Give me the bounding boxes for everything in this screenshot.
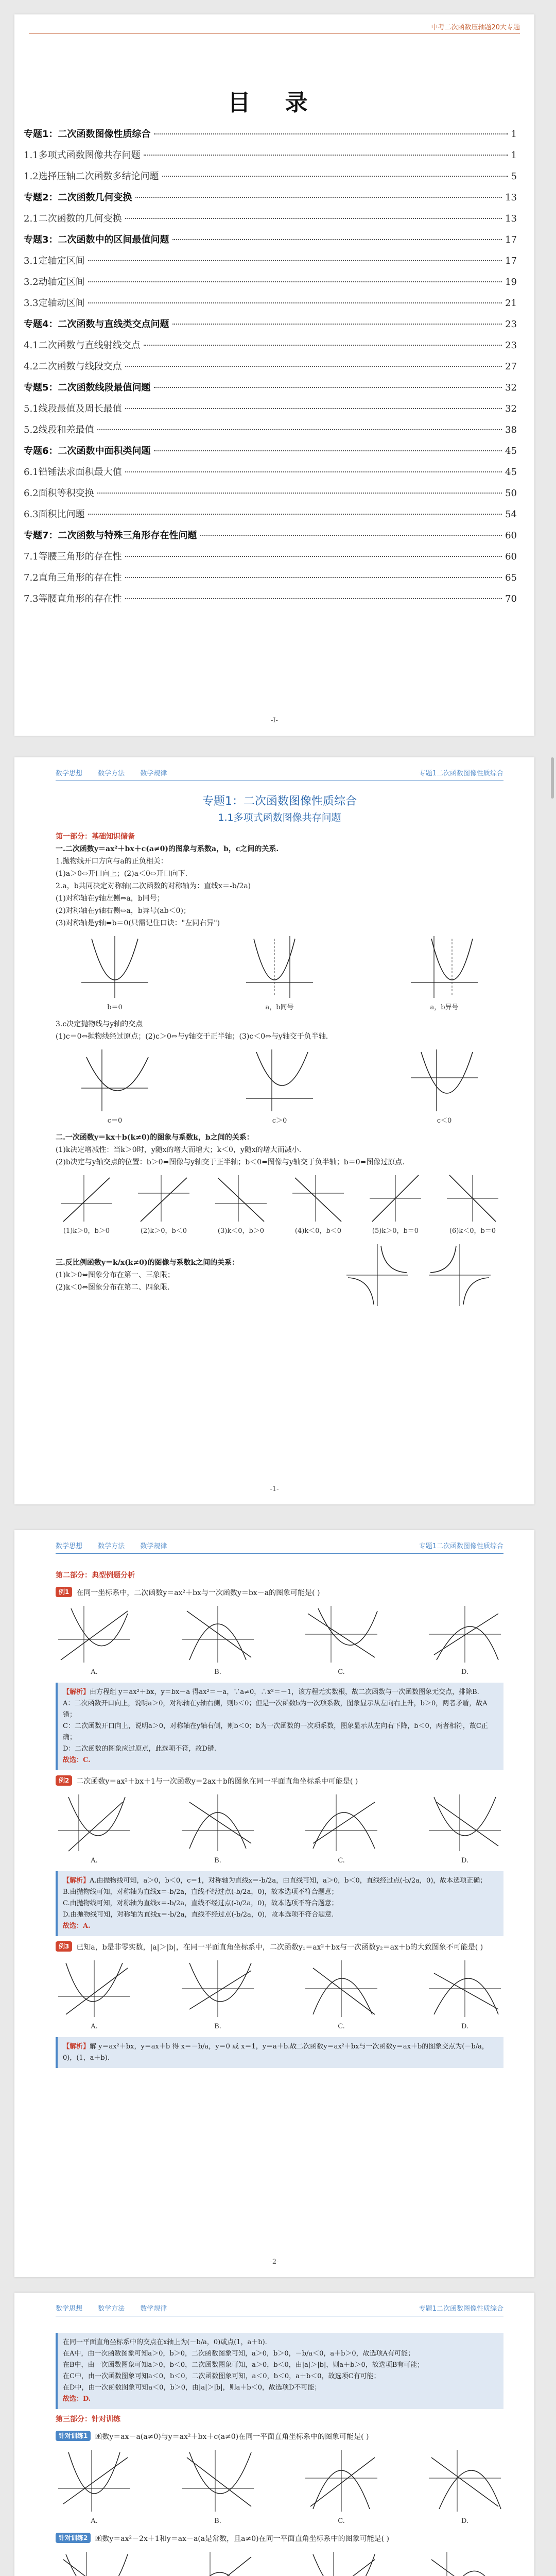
figure-caption: (5)k＞0，b＝0 — [372, 1227, 419, 1235]
toc-entry-page: 60 — [505, 530, 517, 541]
solution-answer: 故选：A. — [63, 1922, 91, 1930]
part-heading: 第三部分：针对训练 — [56, 2415, 120, 2424]
options-figures — [56, 2447, 503, 2528]
toc-entry-title: 4.1二次函数与直线射线交点 — [24, 340, 141, 351]
figure-caption: b＝0 — [107, 1004, 123, 1011]
figure — [241, 934, 318, 1014]
option-label: A. — [91, 1857, 98, 1865]
topic-title: 专题1：二次函数图像性质综合 — [202, 795, 357, 808]
figure-caption: (2)k＞0，b＜0 — [140, 1227, 187, 1235]
toc-entry-title: 专题4：二次函数与直线类交点问题 — [24, 319, 169, 330]
figure — [56, 2447, 133, 2528]
solution-text: 在A中，由一次函数图象可知a＞0，b＞0，二次函数图象可知，a＞0，b＞0，－b/a＜0，a＋b＞0，故选项A有可能； — [63, 2350, 415, 2358]
toc-leader-dots — [97, 429, 502, 430]
toc-topic-entry[interactable] — [24, 317, 517, 338]
toc-entry-title: 1.2选择压轴二次函数多结论问题 — [24, 171, 159, 182]
content-page-1 — [14, 757, 534, 1504]
solution-label: 【解析】 — [63, 1688, 90, 1696]
toc-entry-title: 7.2直角三角形的存在性 — [24, 572, 122, 583]
paragraph: (1)k＞0⇔图象分布在第一、三象限； — [56, 1271, 175, 1279]
solution-text: 在C中，由一次函数图象可知a＜0，b＜0，二次函数图象可知，a＜0，b＜0，a＋b＜0，故选项C有可能； — [63, 2372, 380, 2380]
toc-leader-dots — [88, 514, 502, 515]
figure — [406, 934, 483, 1014]
figure — [241, 1047, 318, 1127]
option-label: D. — [461, 1857, 469, 1865]
figure — [303, 1958, 380, 2033]
toc-entry-page: 50 — [505, 488, 517, 499]
figure — [179, 1958, 256, 2033]
toc-entry-page: 54 — [505, 509, 517, 520]
solution-label: 【解析】 — [63, 1877, 90, 1885]
figure — [133, 1173, 195, 1238]
toc-entry-page: 21 — [505, 298, 517, 309]
heading: 三.反比例函数y＝k/x(k≠0)的图像与系数k之间的关系： — [56, 1259, 239, 1267]
example-question — [56, 1775, 503, 1788]
toc-subsection-entry[interactable] — [24, 465, 517, 486]
figure — [287, 1173, 349, 1238]
figure — [442, 1173, 503, 1238]
toc-subsection-entry[interactable] — [24, 253, 517, 275]
toc-entry-title: 专题5：二次函数线段最值问题 — [24, 382, 151, 393]
solution-label: 【解析】 — [63, 2043, 90, 2050]
toc-entry-page: 45 — [505, 467, 517, 478]
option-label: B. — [214, 1668, 221, 1676]
toc-entry-page: 1 — [511, 129, 517, 140]
option-label: D. — [461, 2023, 469, 2030]
figure-caption: (4)k＜0，b＜0 — [294, 1227, 342, 1235]
toc-entry-page: 32 — [505, 403, 517, 414]
toc-title: 目 录 — [228, 90, 321, 116]
figure — [179, 1792, 256, 1867]
toc-entry-title: 6.2面积等积变换 — [24, 488, 94, 499]
toc-entry-page: 27 — [505, 361, 517, 372]
options-figures — [56, 1603, 503, 1679]
header-topic: 专题1二次函数图像性质综合 — [419, 2305, 503, 2313]
toc-leader-dots — [172, 324, 502, 325]
toc-leader-dots — [125, 471, 502, 472]
figure — [303, 2447, 380, 2528]
options-figures — [56, 1792, 503, 1867]
toc-entry-title: 3.3定轴动区间 — [24, 298, 85, 309]
toc-subsection-entry[interactable] — [24, 486, 517, 507]
figure — [179, 2447, 256, 2528]
toc-entry-title: 3.1定轴定区间 — [24, 256, 85, 266]
paragraph: 2.a，b共同决定对称轴(二次函数的对称轴为：直线x＝-b/2a) — [56, 882, 251, 890]
scrollbar-thumb[interactable] — [551, 757, 554, 799]
figure — [56, 1173, 117, 1238]
figure — [56, 2549, 133, 2576]
toc-entry-page: 1 — [511, 150, 517, 161]
figure — [76, 1047, 153, 1127]
toc-leader-dots — [88, 260, 502, 261]
figure — [76, 934, 153, 1014]
paragraph: 1.抛物线开口方向与a的正负相关： — [56, 857, 168, 866]
toc-entry-page: 13 — [505, 213, 517, 224]
motto: 数学思想 — [56, 770, 83, 777]
toc-entry-page: 17 — [505, 256, 517, 266]
option-label: D. — [461, 1668, 469, 1676]
figure — [303, 1792, 380, 1867]
figure — [210, 1173, 272, 1238]
solution-text: C.由抛物线可知，对称轴为直线x＝-b/2a，直线不经过点(-b/2a，0)，故本选项不符合题意； — [63, 1900, 338, 1907]
toc-entry-title: 7.3等腰直角形的存在性 — [24, 594, 122, 604]
solution-box — [56, 1871, 503, 1936]
solution-text: 由方程组 y＝ax²＋bx，y＝bx－a 得ax²＝－a，∵a≠0，∴x²＝－1，该方程无实数根，故二次函数与一次函数图象无交点，排除B. — [90, 1688, 479, 1696]
example-question — [56, 1941, 503, 1954]
heading: 一.二次函数y＝ax²＋bx＋c(a≠0)的图象与系数a，b，c之间的关系. — [56, 845, 279, 853]
toc-entry-title: 3.2动轴定区间 — [24, 277, 85, 287]
figure-row — [56, 1047, 503, 1127]
toc-subsection-entry[interactable] — [24, 549, 517, 570]
figure-caption: c＝0 — [107, 1117, 123, 1125]
motto: 数学规律 — [140, 1543, 167, 1550]
figure — [364, 1173, 426, 1238]
hyperbola-figure — [344, 1242, 411, 1309]
content-page-3 — [14, 2293, 534, 2576]
toc-leader-dots — [97, 493, 502, 494]
practice-tag: 针对训练1 — [56, 2431, 91, 2441]
toc-subsection-entry[interactable] — [24, 507, 517, 528]
figure — [56, 1958, 133, 2033]
toc-entry-title: 专题6：二次函数中面积类问题 — [24, 446, 151, 456]
option-label: D. — [461, 2517, 469, 2525]
toc-page — [14, 14, 534, 736]
solution-answer: 故选：D. — [63, 2395, 91, 2403]
toc-entry-page: 60 — [505, 551, 517, 562]
toc-entry-page: 19 — [505, 277, 517, 287]
toc-entry-title: 专题2：二次函数几何变换 — [24, 192, 132, 203]
solution-text: B.由抛物线可知，对称轴为直线x＝-b/2a，直线不经过点(-b/2a，0)，故本选项不符合题意； — [63, 1888, 338, 1896]
option-label: C. — [338, 1857, 345, 1865]
option-label: C. — [338, 1668, 345, 1676]
toc-leader-dots — [172, 239, 502, 240]
toc-topic-entry[interactable] — [24, 380, 517, 401]
solution-text: 在同一平面直角坐标系中的交点在x轴上为(－b/a，0)或点(1，a＋b). — [63, 2338, 267, 2346]
toc-leader-dots — [144, 155, 508, 156]
toc-leader-dots — [125, 556, 502, 557]
toc-subsection-entry[interactable] — [24, 401, 517, 422]
header-topic: 专题1二次函数图像性质综合 — [419, 1543, 503, 1550]
figure — [426, 1958, 503, 2033]
toc-leader-dots — [154, 450, 502, 451]
toc-subsection-entry[interactable] — [24, 359, 517, 380]
solution-text: 在D中，由一次函数图象可知a＜0，b＞0，由|a|＞|b|，则a＋b＜0，故选项D不可能； — [63, 2384, 321, 2392]
motto: 数学方法 — [98, 1543, 125, 1550]
solution-text: C：二次函数开口向上，说明a＞0，对称轴在y轴右侧，则b＜0；b为一次函数的一次项系数，图象显示从左向右下降，b＜0，两者相符，故C正确； — [63, 1722, 488, 1741]
toc-entry-title: 6.1铅锤法求面积最大值 — [24, 467, 122, 478]
toc-entry-page: 32 — [505, 382, 517, 393]
page-number: -2- — [270, 2258, 279, 2266]
page-number: -1- — [270, 1485, 279, 1493]
toc-topic-entry[interactable] — [24, 444, 517, 465]
toc-topic-entry[interactable] — [24, 232, 517, 253]
toc-subsection-entry[interactable] — [24, 422, 517, 444]
figure-caption: (1)k＞0，b＞0 — [63, 1227, 110, 1235]
toc-leader-dots — [125, 408, 502, 409]
document-header: 中考二次函数压轴题20大专题 — [431, 24, 520, 31]
content-page-2 — [14, 1530, 534, 2277]
toc-entry-title: 1.1多项式函数图像共存问题 — [24, 150, 141, 161]
figure — [426, 2549, 503, 2576]
toc-entry-title: 5.1线段最值及周长最值 — [24, 403, 122, 414]
toc-entry-page: 17 — [505, 234, 517, 245]
figure-caption: a，b异号 — [430, 1004, 459, 1011]
figure-caption: c＜0 — [437, 1117, 452, 1125]
solution-box — [56, 2333, 503, 2409]
solution-box — [56, 1683, 503, 1770]
question-text: 函数y＝ax－a(a≠0)与y＝ax²＋bx＋c(a≠0)在同一平面直角坐标系中的图象可能是( ) — [95, 2433, 369, 2441]
page-header — [56, 1540, 503, 1554]
toc-entry-page: 65 — [505, 572, 517, 583]
question-text: 函数y＝ax²－2x＋1和y＝ax－a(a是常数，且a≠0)在同一平面直角坐标系中的图象可能是( ) — [95, 2535, 389, 2543]
paragraph: (1)a＞0⇔开口向上；(2)a＜0⇔开口向下. — [56, 870, 188, 878]
figure-row — [56, 934, 503, 1014]
solution-text: 解 y＝ax²＋bx，y＝ax＋b 得 x＝－b/a，y＝0 或 x＝1，y＝a＋b.故二次函数y＝ax²＋bx与一次函数y＝ax＋b的图象交点为(－b/a，0)，(1，a＋b). — [63, 2043, 489, 2062]
toc-leader-dots — [154, 387, 502, 388]
figure-caption: a，b同号 — [265, 1004, 294, 1011]
toc-entry-page: 45 — [505, 446, 517, 456]
paragraph: 3.c决定抛物线与y轴的交点 — [56, 1020, 143, 1028]
question-text: 二次函数y＝ax²＋bx＋1与一次函数y＝2ax＋b的图象在同一平面直角坐标系中可能是( ) — [76, 1777, 358, 1786]
figure — [179, 2549, 256, 2576]
options-figures — [56, 1958, 503, 2033]
toc-leader-dots — [154, 133, 508, 134]
toc-leader-dots — [162, 176, 508, 177]
section-title: 1.1多项式函数图像共存问题 — [218, 812, 341, 823]
hyperbola-figure — [426, 1242, 493, 1309]
figure — [303, 1603, 380, 1679]
option-label: A. — [91, 1668, 98, 1676]
figure — [303, 2549, 380, 2576]
page-header — [56, 768, 503, 781]
solution-text: A.由抛物线可知，a＞0，b＜0，c＝1，对称轴为直线x＝-b/2a，由直线可知，a＞0，b＜0，直线经过点(-b/2a，0)，故本选项正确； — [90, 1877, 487, 1885]
toc-entry-page: 23 — [505, 340, 517, 351]
toc-subsection-entry[interactable] — [24, 211, 517, 232]
toc-leader-dots — [125, 366, 502, 367]
motto: 数学规律 — [140, 2305, 167, 2313]
toc-topic-entry[interactable] — [24, 127, 517, 148]
motto: 数学方法 — [98, 770, 125, 777]
toc-subsection-entry[interactable] — [24, 148, 517, 169]
toc-entry-page: 5 — [511, 171, 517, 182]
figure — [426, 1792, 503, 1867]
example-tag: 例3 — [56, 1941, 72, 1952]
toc-entry-title: 2.1二次函数的几何变换 — [24, 213, 122, 224]
toc-subsection-entry[interactable] — [24, 591, 517, 613]
table-of-contents — [24, 127, 517, 613]
toc-leader-dots — [125, 598, 502, 599]
motto: 数学思想 — [56, 2305, 83, 2313]
paragraph: (2)b决定与y轴交点的位置：b＞0⇔图像与y轴交于正半轴；b＜0⇔图像与y轴交于负半轴；b＝0⇔图像过原点. — [56, 1158, 405, 1166]
options-figures — [56, 2549, 503, 2576]
toc-entry-title: 4.2二次函数与线段交点 — [24, 361, 122, 372]
solution-text: A：二次函数开口向上，说明a＞0，对称轴在y轴右侧，则b＜0；但是一次函数b为一次项系数，图象显示从左向右上升，b＞0，两者矛盾，故A错； — [63, 1700, 488, 1719]
example-tag: 例1 — [56, 1587, 72, 1597]
toc-subsection-entry[interactable] — [24, 275, 517, 296]
toc-entry-page: 70 — [505, 594, 517, 604]
header-topic: 专题1二次函数图像性质综合 — [419, 770, 503, 777]
figure-caption: (6)k＜0，b＝0 — [449, 1227, 496, 1235]
solution-text: D：二次函数的图象应过原点，此选项不符，故D错. — [63, 1745, 216, 1753]
solution-text: D.由抛物线可知，对称轴为直线x＝-b/2a，直线不经过点(-b/2a，0)，故本选项不符合题意. — [63, 1911, 334, 1919]
option-label: B. — [214, 2517, 221, 2525]
practice-question — [56, 2431, 503, 2443]
toc-leader-dots — [135, 197, 502, 198]
example-question — [56, 1587, 503, 1599]
toc-entry-title: 专题1：二次函数图像性质综合 — [24, 129, 151, 140]
heading: 二.一次函数y＝kx＋b(k≠0)的图象与系数k，b之间的关系： — [56, 1133, 254, 1142]
motto: 数学规律 — [140, 770, 167, 777]
toc-topic-entry[interactable] — [24, 190, 517, 211]
page-number: -I- — [271, 717, 278, 724]
toc-subsection-entry[interactable] — [24, 296, 517, 317]
question-text: 在同一坐标系中，二次函数y＝ax²＋bx与一次函数y＝bx－a的图象可能是( ) — [76, 1589, 320, 1597]
motto: 数学方法 — [98, 2305, 125, 2313]
practice-tag: 针对训练2 — [56, 2533, 91, 2543]
toc-entry-page: 38 — [505, 425, 517, 435]
option-label: A. — [91, 2023, 98, 2030]
figure-row — [56, 1173, 503, 1238]
toc-leader-dots — [88, 302, 502, 303]
toc-entry-title: 5.2线段和差最值 — [24, 425, 94, 435]
figure — [406, 1047, 483, 1127]
toc-entry-title: 7.1等腰三角形的存在性 — [24, 551, 122, 562]
toc-topic-entry[interactable] — [24, 528, 517, 549]
option-label: B. — [214, 1857, 221, 1865]
toc-leader-dots — [144, 345, 502, 346]
solution-box — [56, 2037, 503, 2068]
paragraph: (2)对称轴在y轴右侧⇔a，b异号(ab＜0)； — [56, 907, 190, 915]
toc-subsection-entry[interactable] — [24, 570, 517, 591]
toc-entry-title: 专题7：二次函数与特殊三角形存在性问题 — [24, 530, 197, 541]
page-header — [56, 2303, 503, 2316]
option-label: B. — [214, 2023, 221, 2030]
paragraph: (2)k＜0⇔图象分布在第二、四象限. — [56, 1283, 170, 1292]
figure — [56, 1603, 133, 1679]
example-tag: 例2 — [56, 1775, 72, 1786]
toc-leader-dots — [125, 577, 502, 578]
part-heading: 第二部分：典型例题分析 — [56, 1571, 135, 1580]
practice-question — [56, 2533, 503, 2545]
figure — [426, 2447, 503, 2528]
toc-subsection-entry[interactable] — [24, 169, 517, 190]
toc-entry-page: 13 — [505, 192, 517, 203]
toc-entry-title: 专题3：二次函数中的区间最值问题 — [24, 234, 169, 245]
option-label: C. — [338, 2517, 345, 2525]
toc-leader-dots — [200, 535, 502, 536]
toc-leader-dots — [125, 218, 502, 219]
paragraph: (1)对称轴在y轴左侧⇔a，b同号； — [56, 894, 164, 903]
paragraph: (3)对称轴是y轴⇔b＝0(只需记住口诀："左同右异") — [56, 919, 220, 927]
paragraph: (1)c＝0⇔抛物线经过原点；(2)c＞0⇔与y轴交于正半轴；(3)c＜0⇔与y轴交于负半轴. — [56, 1032, 328, 1041]
solution-answer: 故选：C. — [63, 1756, 91, 1764]
toc-leader-dots — [88, 281, 502, 282]
figure-caption: (3)k＜0，b＞0 — [217, 1227, 265, 1235]
option-label: C. — [338, 2023, 345, 2030]
motto: 数学思想 — [56, 1543, 83, 1550]
paragraph: (1)k决定增减性：当k＞0时，y随x的增大而增大；k＜0，y随x的增大而减小. — [56, 1146, 302, 1154]
part-heading: 第一部分：基础知识储备 — [56, 833, 135, 841]
figure — [56, 1792, 133, 1867]
toc-entry-title: 6.3面积比问题 — [24, 509, 85, 520]
figure — [426, 1603, 503, 1679]
solution-text: 在B中，由一次函数图象可知a＞0，b＜0，二次函数图象可知，a＞0，b＜0，由|a|＞|b|，则a＋b＞0，故选项B有可能； — [63, 2361, 424, 2369]
figure — [179, 1603, 256, 1679]
option-label: A. — [91, 2517, 98, 2525]
figure-caption: c＞0 — [272, 1117, 287, 1125]
question-text: 已知a，b是非零实数，|a|＞|b|，在同一平面直角坐标系中，二次函数y₁＝ax²＋bx与一次函数y₂＝ax＋b的大致图象不可能是( ) — [76, 1943, 483, 1952]
toc-subsection-entry[interactable] — [24, 338, 517, 359]
toc-entry-page: 23 — [505, 319, 517, 330]
